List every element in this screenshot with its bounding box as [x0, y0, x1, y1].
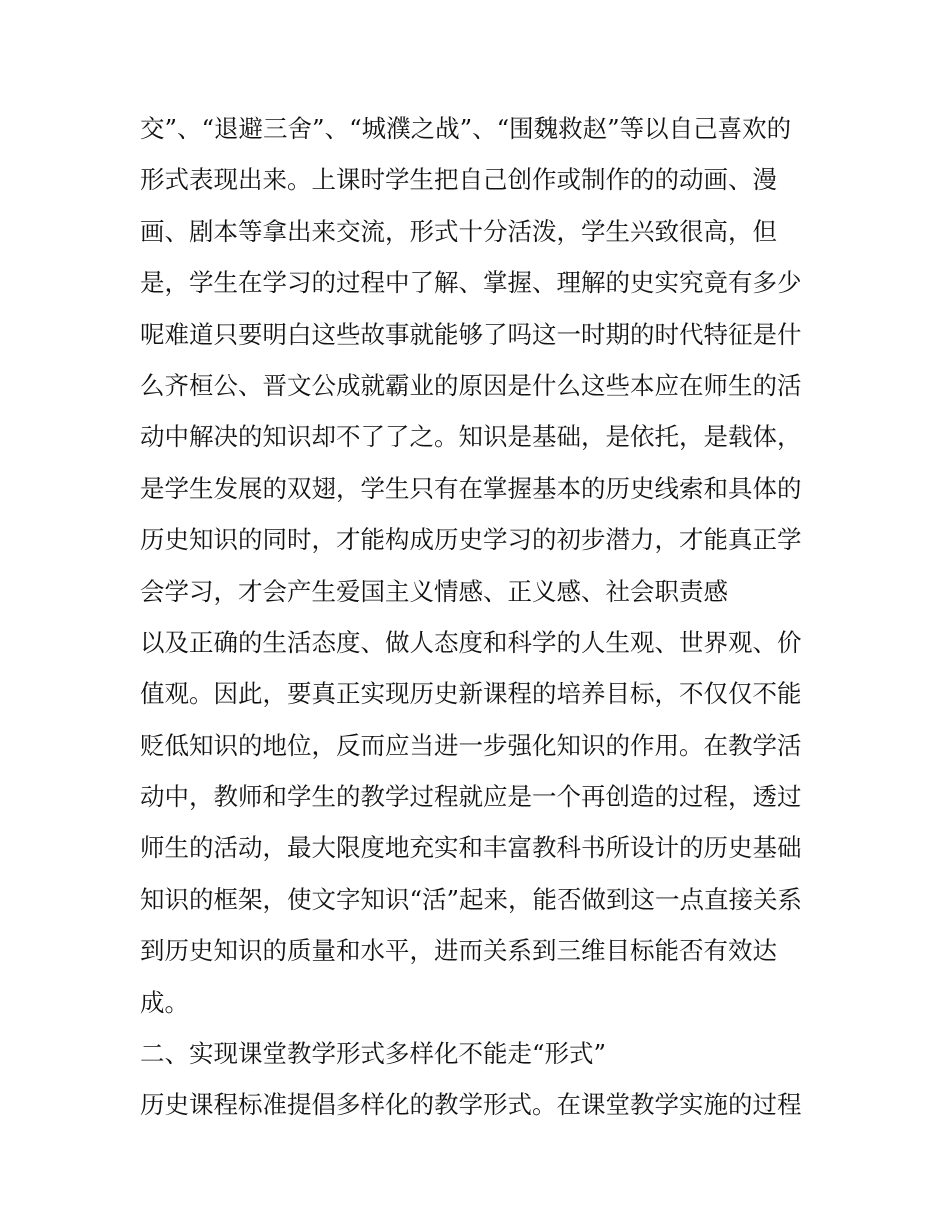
text-line: 呢难道只要明白这些故事就能够了吗这一时期的时代特征是什 [140, 319, 802, 349]
text-line: 贬低知识的地位，反而应当进一步强化知识的作用。在教学活 [140, 730, 802, 760]
text-line: 历史课程标准提倡多样化的教学形式。在课堂教学实施的过程 [140, 1090, 802, 1120]
text-line: 动中解决的知识却不了了之。知识是基础，是依托，是载体， [140, 422, 802, 452]
body-text [140, 108, 820, 1136]
text-line: 交”、“退避三舍”、“城濮之战”、“围魏救赵”等以自己喜欢的 [140, 114, 792, 143]
text-line: 成。 [140, 987, 189, 1017]
section-heading: 二、实现课堂教学形式多样化不能走“形式” [140, 1039, 607, 1069]
text-line: 历史知识的同时，才能构成历史学习的初步潜力，才能真正学 [140, 525, 802, 555]
text-line: 是学生发展的双翅，学生只有在掌握基本的历史线索和具体的 [140, 473, 802, 503]
text-line: 是，学生在学习的过程中了解、掌握、理解的史实究竟有多少 [140, 268, 802, 298]
text-line: 会学习，才会产生爱国主义情感、正义感、社会职责感 [140, 576, 728, 606]
text-line: 形式表现出来。上课时学生把自己创作或制作的的动画、漫 [140, 165, 777, 195]
text-line: 动中，教师和学生的教学过程就应是一个再创造的过程，透过 [140, 782, 802, 812]
text-line: 师生的活动，最大限度地充实和丰富教科书所设计的历史基础 [140, 833, 802, 863]
text-line: 么齐桓公、晋文公成就霸业的原因是什么这些本应在师生的活 [140, 370, 802, 400]
text-line: 以及正确的生活态度、做人态度和科学的人生观、世界观、价 [140, 627, 802, 657]
text-line: 值观。因此，要真正实现历史新课程的培养目标，不仅仅不能 [140, 679, 802, 709]
text-line: 到历史知识的质量和水平，进而关系到三维目标能否有效达 [140, 936, 777, 966]
text-line: 知识的框架，使文字知识“活”起来，能否做到这一点直接关系 [140, 884, 803, 914]
text-line: 画、剧本等拿出来交流，形式十分活泼，学生兴致很高，但 [140, 216, 777, 246]
